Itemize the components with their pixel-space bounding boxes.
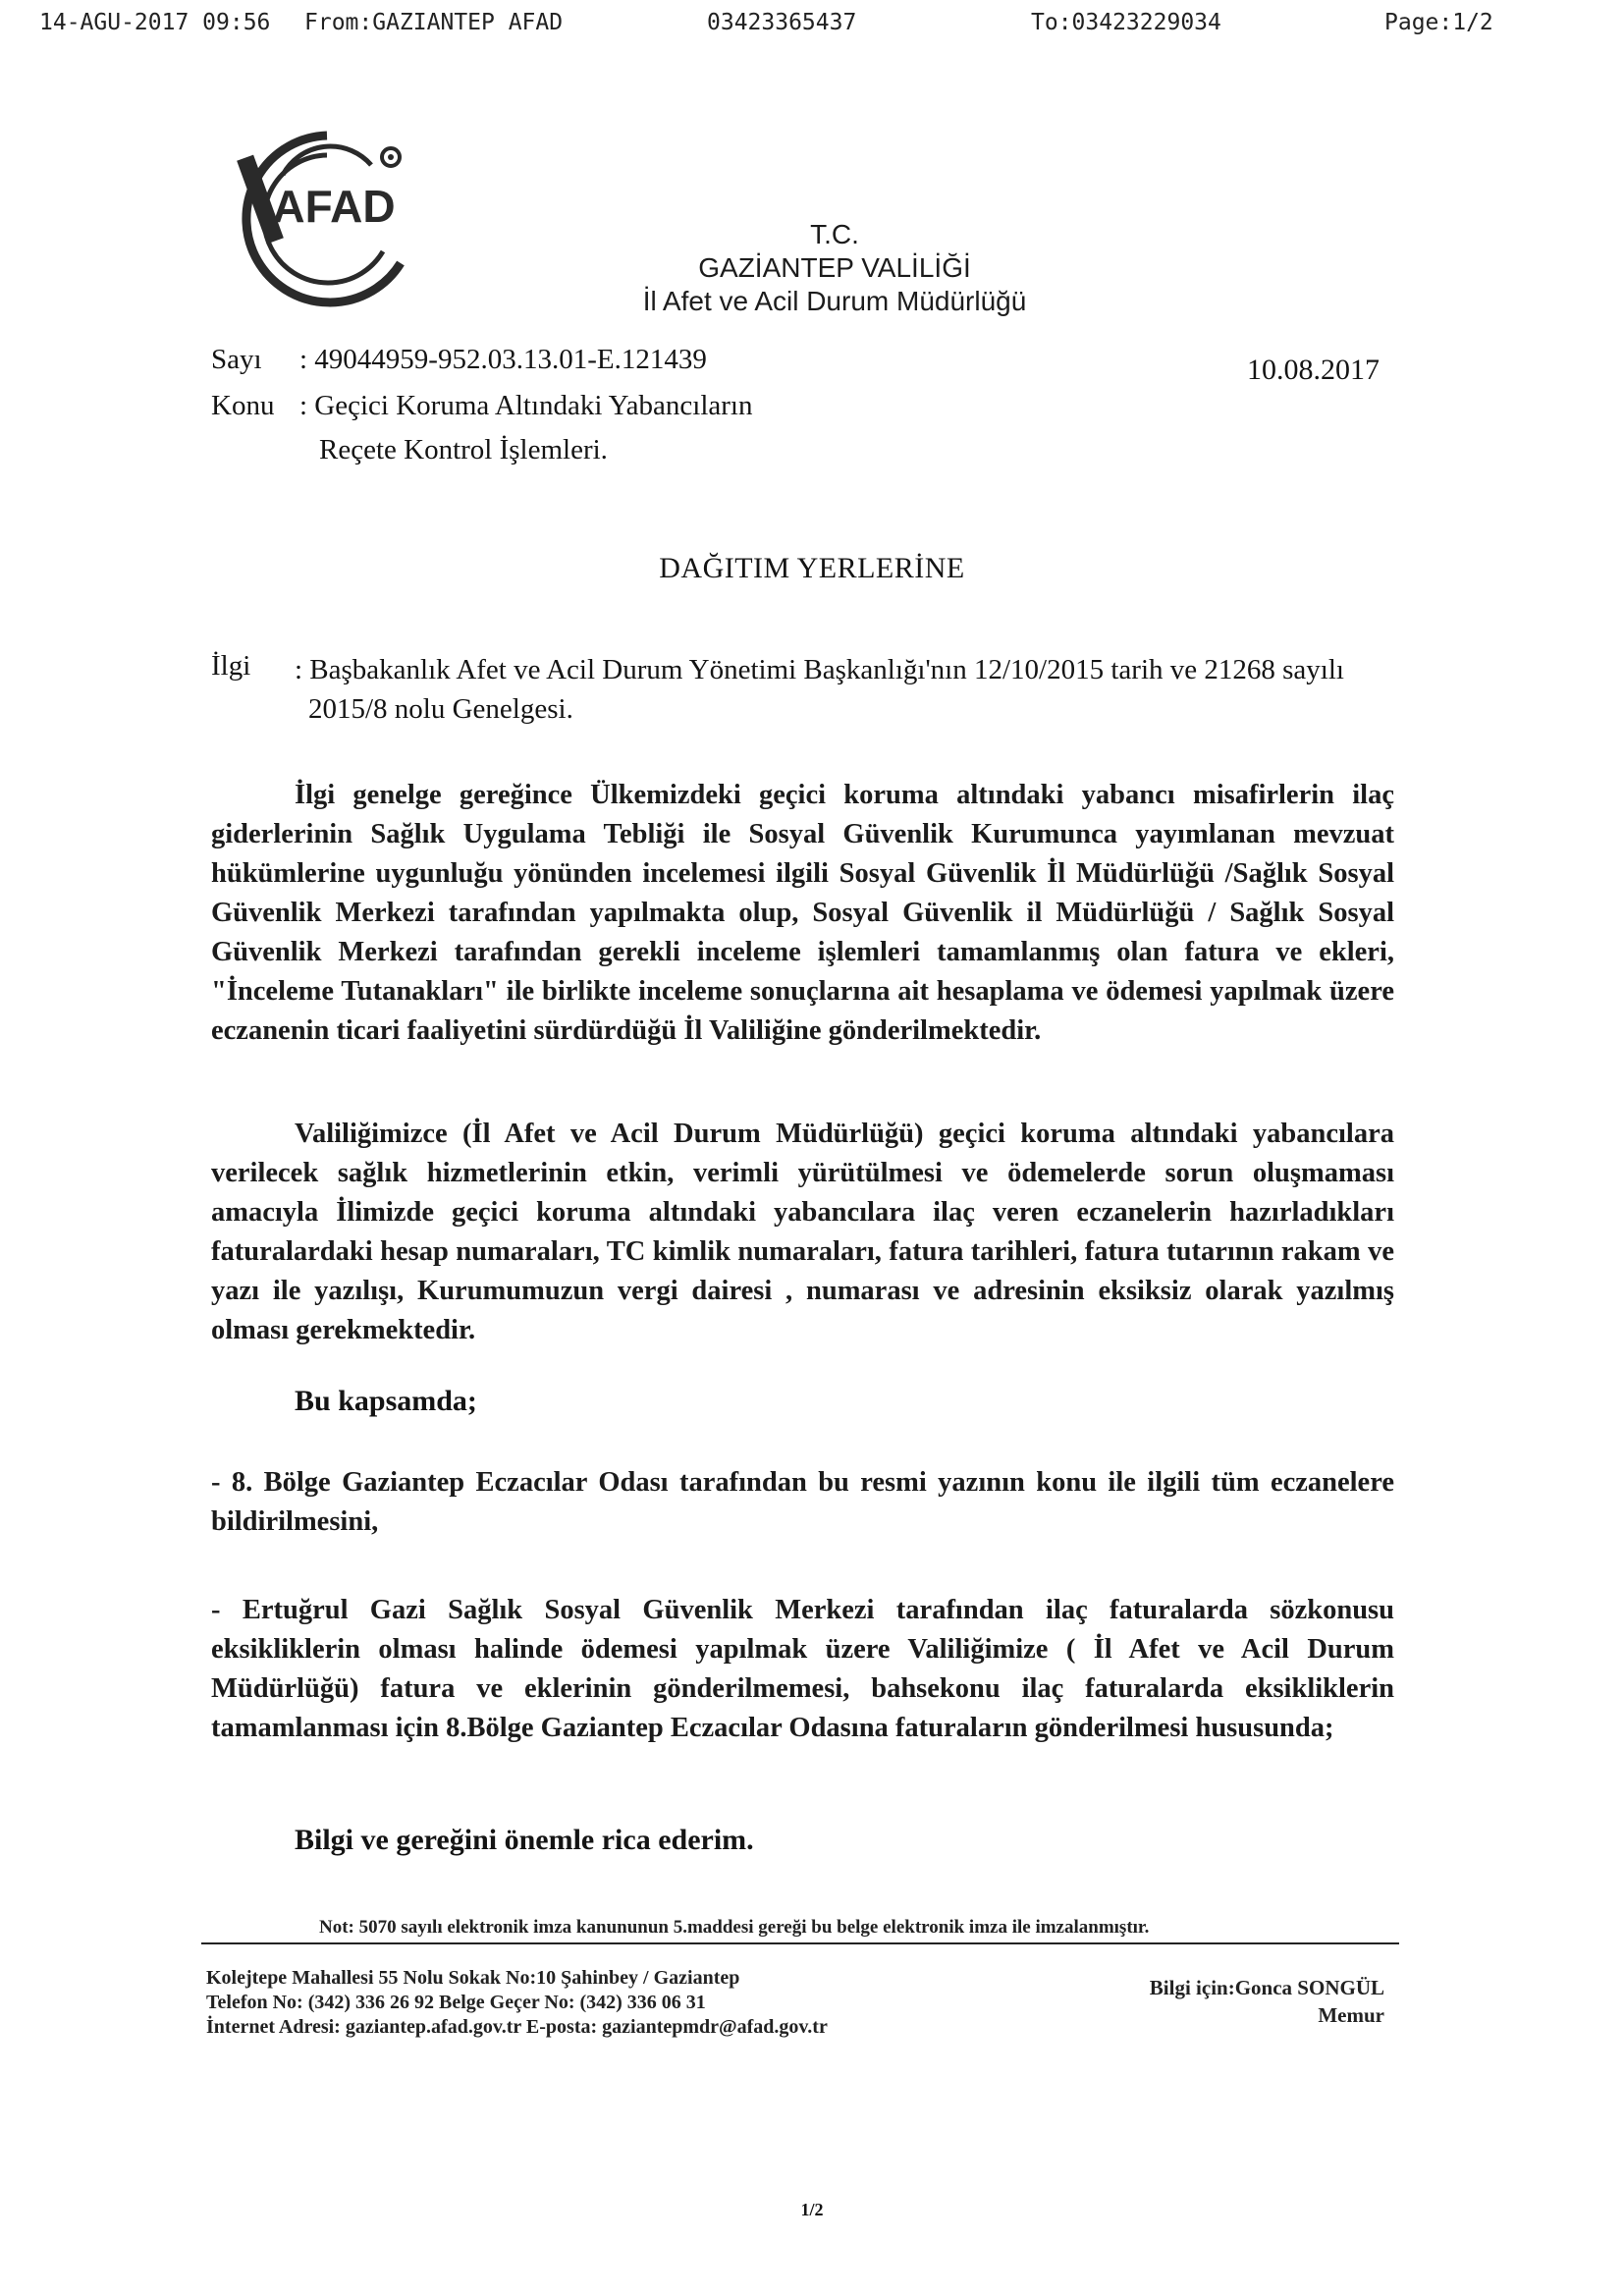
konu-row <box>211 388 752 423</box>
body-paragraph-2: Valiliğimizce (İl Afet ve Acil Durum Müdürlüğü) geçici koruma altındaki yabancılara verilecek sağlık hizmetlerinin etkin, verimli yürütülmesi ve ödemelerde sorun oluşmaması amacıyla İlimizde geçici koruma altındaki yabancılara ilaç veren eczanelerin hazırladıkları faturalardaki hesap numaraları, TC kimlik numaraları, fatura tarihleri, fatura tutarının rakam ve yazı ile yazılışı, Kurumumuzun vergi dairesi , numarası ve adresinin eksiksiz olarak yazılmış olması gerekmektedir. <box>211 1119 1394 1345</box>
info-contact: Bilgi için:Gonca SONGÜL <box>1149 1976 1384 1999</box>
document-date: 10.08.2017 <box>1247 354 1380 386</box>
e-signature-note: Not: 5070 sayılı elektronik imza kanununun 5.maddesi gereği bu belge elektronik imza ile imzalanmıştır. <box>319 1917 1150 1938</box>
footer-phone: Telefon No: (342) 336 26 92 Belge Geçer No: (342) 336 06 31 <box>206 1992 706 2013</box>
afad-logo-icon <box>224 116 430 322</box>
konu-value-1: : Geçici Koruma Altındaki Yabancıların <box>299 390 753 421</box>
konu-value-2: Reçete Kontrol İşlemleri. <box>319 434 608 465</box>
footer-divider <box>201 1942 1399 1944</box>
page-number: 1/2 <box>800 2200 824 2219</box>
bu-kapsamda: Bu kapsamda; <box>295 1385 477 1417</box>
konu-label: Konu <box>211 390 275 421</box>
letterhead-mudurluk: İl Afet ve Acil Durum Müdürlüğü <box>642 286 1027 316</box>
list-item-1: - 8. Bölge Gaziantep Eczacılar Odası tarafından bu resmi yazının konu ile ilgili tüm eczanelere bildirilmesini, <box>211 1467 1394 1537</box>
letterhead-tc: T.C. <box>810 219 859 249</box>
fax-header <box>39 8 1595 41</box>
fax-date-time: 14-AGU-2017 09:56 <box>39 10 271 35</box>
konu-row-2 <box>319 432 608 467</box>
ilgi-label: İlgi <box>211 650 251 682</box>
footer-web: İnternet Adresi: gaziantep.afad.gov.tr E-posta: gaziantepmdr@afad.gov.tr <box>206 2016 828 2038</box>
ilgi-text: : Başbakanlık Afet ve Acil Durum Yönetimi Başkanlığı'nın 12/10/2015 tarih ve 21268 sayılı 2015/8 nolu Genelgesi. <box>295 654 1344 725</box>
fax-page: Page:1/2 <box>1384 10 1493 35</box>
footer-contact <box>206 1966 828 2040</box>
sayi-row <box>211 342 707 377</box>
afad-logo <box>224 116 430 322</box>
fax-to: To:03423229034 <box>1031 10 1221 35</box>
letterhead <box>589 218 1080 318</box>
svg-text:AFAD: AFAD <box>272 181 396 232</box>
letterhead-valilik: GAZİANTEP VALİLİĞİ <box>698 252 971 283</box>
sayi-label: Sayı <box>211 344 262 375</box>
fax-from-number: 03423365437 <box>707 10 857 35</box>
info-title: Memur <box>1318 2003 1384 2027</box>
footer-info <box>1129 1974 1384 2029</box>
sayi-value: : 49044959-952.03.13.01-E.121439 <box>299 344 707 375</box>
list-item-2: - Ertuğrul Gazi Sağlık Sosyal Güvenlik Merkezi tarafından ilaç faturalarda sözkonusu eksikliklerin olması halinde ödemesi yapılmak üzere Valiliğimize ( İl Afet ve Acil Durum Müdürlüğü) fatura ve eklerinin gönderilmemesi, bahsekonu ilaç faturalarda eksikliklerin tamamlanması için 8.Bölge Gaziantep Eczacılar Odasına faturaların gönderilmesi hususunda; <box>211 1595 1394 1743</box>
distribution-heading: DAĞITIM YERLERİNE <box>659 552 965 584</box>
closing-line: Bilgi ve gereğini önemle rica ederim. <box>295 1824 754 1856</box>
footer-address: Kolejtepe Mahallesi 55 Nolu Sokak No:10 Şahinbey / Gaziantep <box>206 1967 740 1989</box>
body-paragraph-1: İlgi genelge gereğince Ülkemizdeki geçici koruma altındaki yabancı misafirlerin ilaç giderlerinin Sağlık Uygulama Tebliği ile Sosyal Güvenlik Kurumunca yayımlanan mevzuat hükümlerine uygunluğu yönünden incelemesi ilgili Sosyal Güvenlik İl Müdürlüğü /Sağlık Sosyal Güvenlik Merkezi tarafından yapılmakta olup, Sosyal Güvenlik il Müdürlüğü / Sağlık Sosyal Güvenlik Merkezi tarafından gerekli inceleme işlemleri tamamlanmış olan fatura ve ekleri, "İnceleme Tutanakları" ile birlikte inceleme sonuçlarına ait hesaplama ve ödemesi yapılmak üzere eczanenin ticari faaliyetini sürdürdüğü İl Valiliğine gönderilmektedir. <box>211 780 1394 1046</box>
fax-from: From:GAZIANTEP AFAD <box>304 10 564 35</box>
